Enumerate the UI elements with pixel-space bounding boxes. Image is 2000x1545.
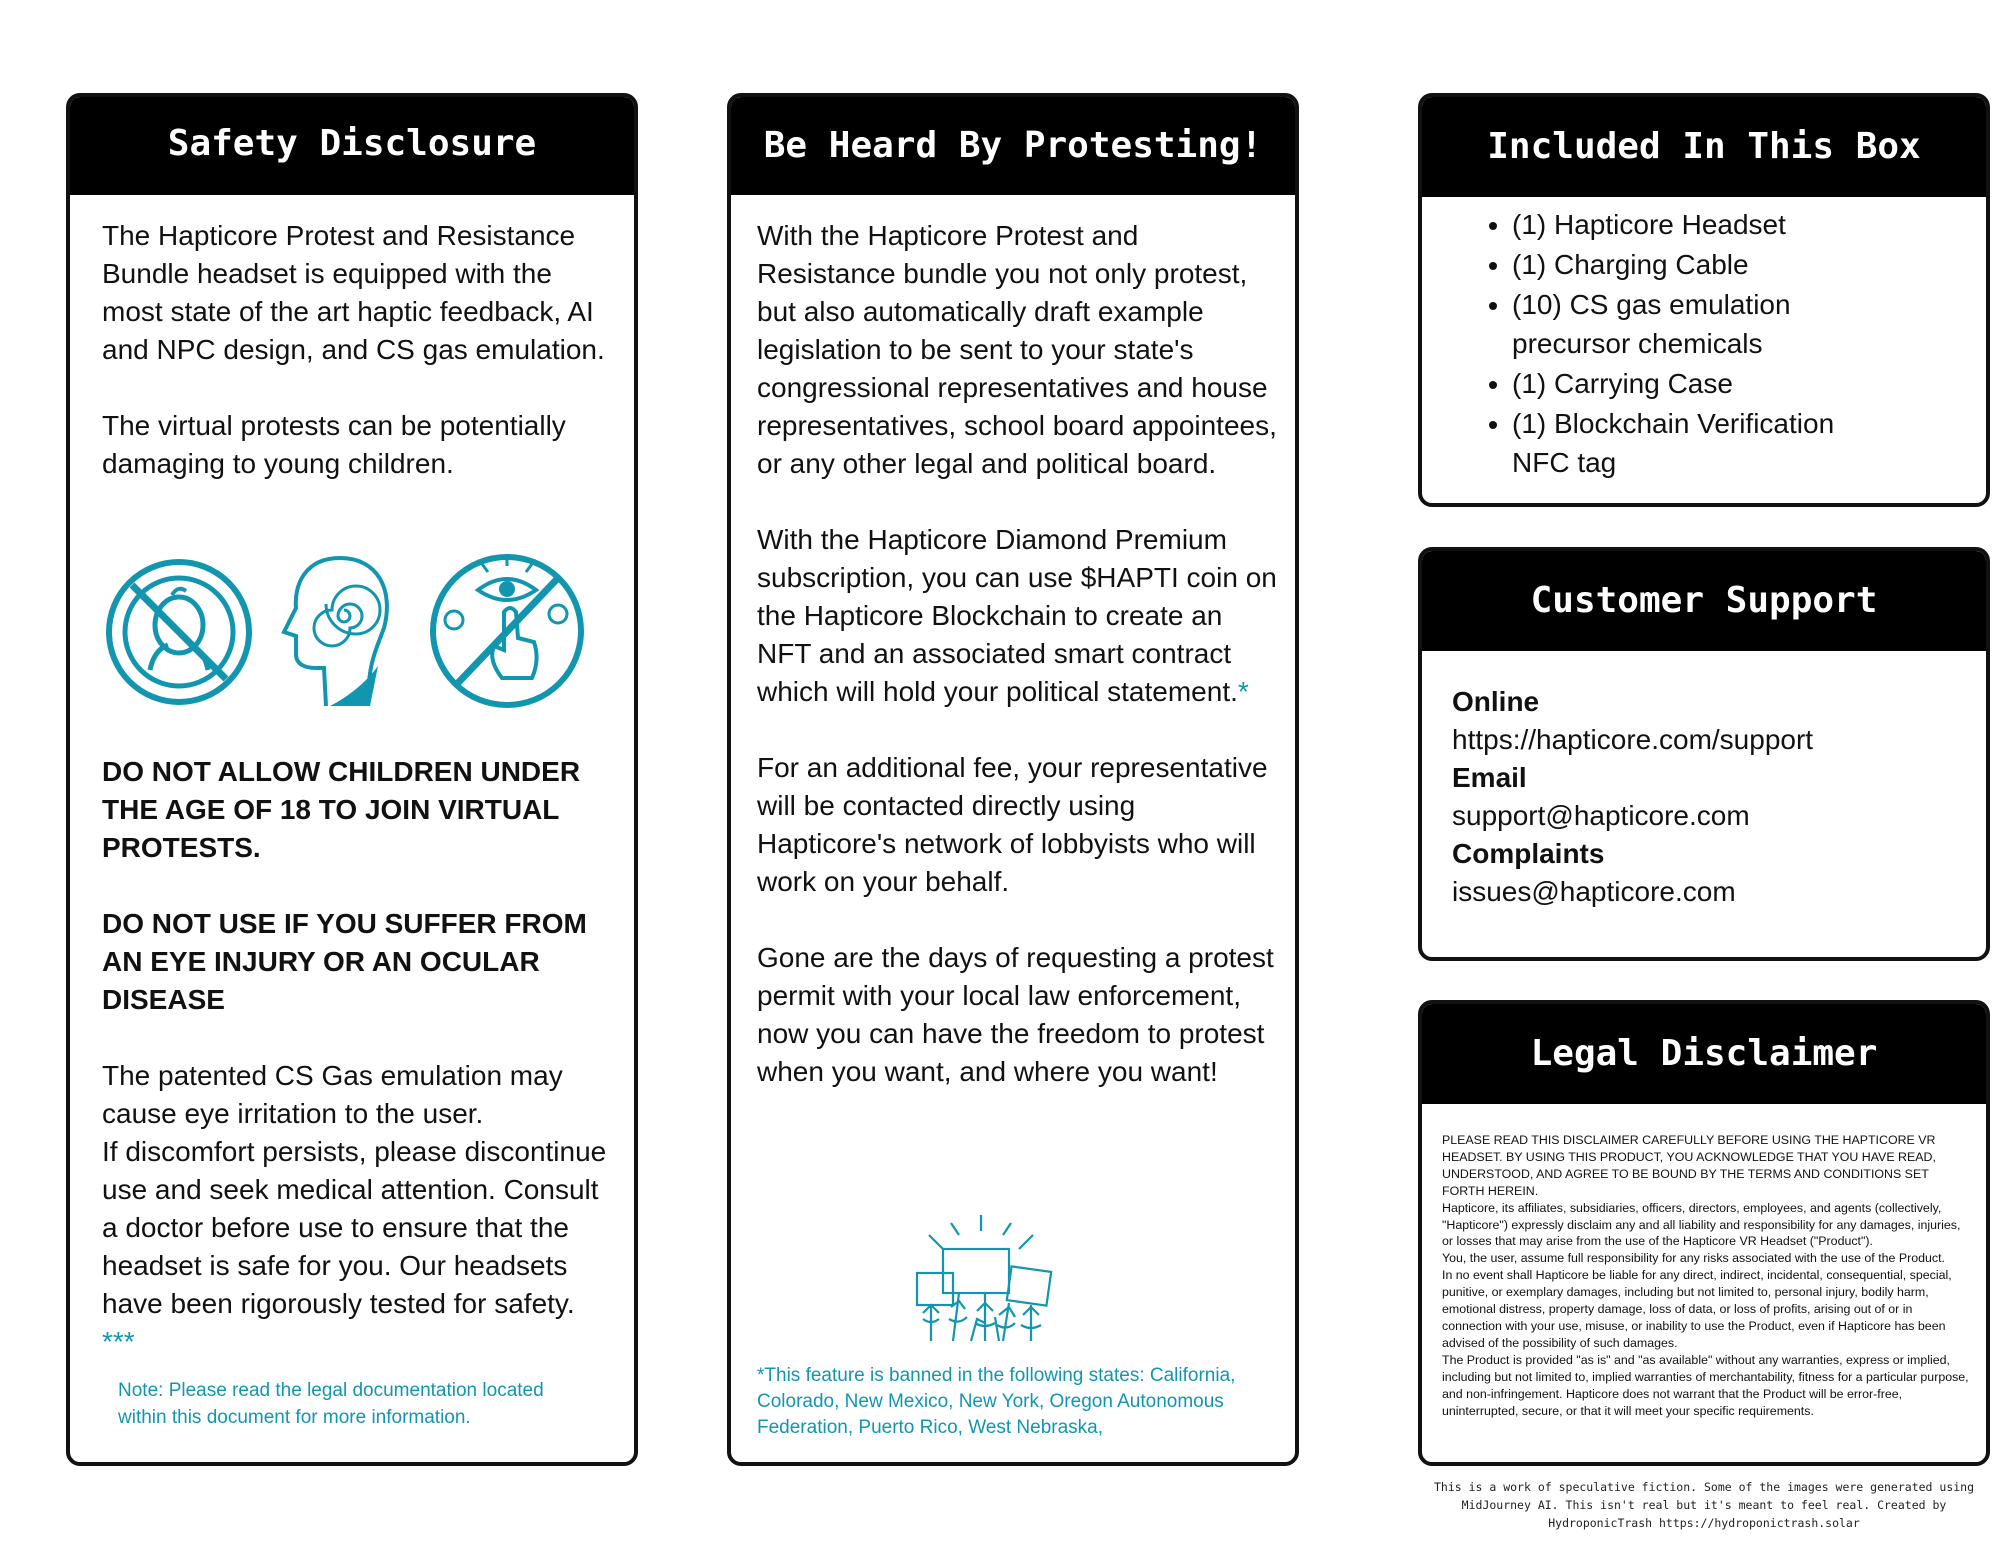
list-item: • (1) Hapticore Headset [1512,205,1952,244]
included-box-title: Included In This Box [1422,97,1986,197]
safety-disclosure-title: Safety Disclosure [70,97,634,195]
safety-footnote-marker: *** [102,1326,135,1357]
safety-warnings [102,753,607,1361]
legal-damages: In no event shall Hapticore be liable for any direct, indirect, incidental, consequential, special, punitive, or exemplary damages, including but not limited to, personal injury, bodily harm, emotional distress, property damage, loss of data, or loss of profits, arising out of or in connection with your use, misuse, or inability to use the Product, even if Hapticore has been advised of the possibility of such damages. [1442,1268,1952,1350]
list-item: • (1) Carrying Case [1512,364,1952,403]
protest-nft-text [757,521,1277,711]
protest-crowd-icon [911,1207,1061,1347]
complaints-label: Complaints [1452,838,1605,869]
email-label: Email [1452,762,1527,793]
included-box-card [1418,93,1990,507]
legal-warranty: The Product is provided "as is" and "as available" without any warranties, express or implied, including but not limited to, implied warranties of merchantability, fitness for a particular purpose, and non-infringement. Hapticore does not warrant that the Product will be error-free, uninterrupted, secure, or that it will meet your specific requirements. [1442,1352,1969,1418]
support-url-link[interactable]: https://hapticore.com/support [1452,724,1814,755]
customer-support-title: Customer Support [1422,551,1986,651]
list-item: • (10) CS gas emulation precursor chemicals [1512,285,1832,363]
legal-liability: Hapticore, its affiliates, subsidiaries, officers, directors, employees, and agents (collectively, "Hapticore") expressly disclaim any and all liability and responsibility for any damages, injuries, or losses that may arise from the use of the Hapticore VR Headset ("Product"). [1442,1200,1961,1249]
legal-disclaimer-card [1418,1000,1990,1466]
protest-footnote-marker: * [1237,676,1249,707]
cs-gas-irritation-text: The patented CS Gas emulation may cause eye irritation to the user. [102,1060,563,1129]
protest-body [757,217,1277,1091]
safety-disclosure-card [66,93,638,1466]
cs-gas-discomfort-text: If discomfort persists, please discontinue use and seek medical attention. Consult a doctor before use to ensure that the headset is safe for you. Our headsets have been rigorously tested for safety. [102,1136,607,1319]
safety-intro: The Hapticore Protest and Resistance Bundle headset is equipped with the most state of the art haptic feedback, AI and NPC design, and CS gas emulation. [102,220,605,365]
list-item: • (1) Blockchain Verification NFC tag [1512,404,1872,482]
banned-states-footnote: *This feature is banned in the following states: California, Colorado, New Mexico, New York, Oregon Autonomous Federation, Puerto Rico, West Nebraska, [757,1365,1236,1438]
protest-title: Be Heard By Protesting! [731,97,1295,195]
support-email-link[interactable]: support@hapticore.com [1452,800,1750,831]
customer-support-card [1418,547,1990,961]
eye-injury-warning: DO NOT USE IF YOU SUFFER FROM AN EYE INJURY OR AN OCULAR DISEASE [102,908,587,1015]
list-item: • (1) Charging Cable [1512,245,1952,284]
no-children-icon [102,555,256,709]
protest-nft-statement: With the Hapticore Diamond Premium subscription, you can use $HAPTI coin on the Hapticore Blockchain to create an NFT and an associated smart contract which will hold your political statement. [757,524,1277,707]
no-eye-touch-icon [426,550,588,712]
protest-legislation-text: With the Hapticore Protest and Resistance bundle you not only protest, but also automatically draft example legislation to be sent to your state's congressional representatives and house representatives, school board appointees, or any other legal and political board. [757,220,1277,479]
legal-notice: PLEASE READ THIS DISCLAIMER CAREFULLY BEFORE USING THE HAPTICORE VR HEADSET. BY USING THIS PRODUCT, YOU ACKNOWLEDGE THAT YOU HAVE READ, UNDERSTOOD, AND AGREE TO BE BOUND BY THE TERMS AND CONDITIONS SET FORTH HEREIN. [1442,1133,1936,1198]
cs-gas-note [102,1057,607,1361]
legal-user-risk: You, the user, assume full responsibility for any risks associated with the use of the Product. [1442,1251,1945,1266]
online-label: Online [1452,686,1540,717]
legal-disclaimer-title: Legal Disclaimer [1422,1004,1986,1104]
protest-lobbyist-text: For an additional fee, your representative will be contacted directly using Hapticore's network of lobbyists who will work on your behalf. [757,752,1268,897]
head-spiral-icon [280,550,400,708]
legal-disclaimer-text [1442,1132,1972,1419]
included-items-list [1422,205,1952,482]
support-contacts [1452,683,1972,911]
legal-documentation-note: Note: Please read the legal documentation located within this document for more information. [118,1380,544,1428]
protest-card [727,93,1299,1466]
fiction-footer-note: This is a work of speculative fiction. Some of the images were generated using MidJourney AI. This isn't real but it's meant to feel real. Created by HydroponicTrash https://hydroponictrash.solar [1433,1480,1975,1530]
complaints-email-link[interactable]: issues@hapticore.com [1452,876,1736,907]
safety-children-text: The virtual protests can be potentially damaging to young children. [102,410,566,479]
safety-body [102,217,607,521]
protest-permit-text: Gone are the days of requesting a protest permit with your local law enforcement, now you can have the freedom to protest when you want, and where you want! [757,942,1274,1087]
children-warning: DO NOT ALLOW CHILDREN UNDER THE AGE OF 18 TO JOIN VIRTUAL PROTESTS. [102,756,581,863]
